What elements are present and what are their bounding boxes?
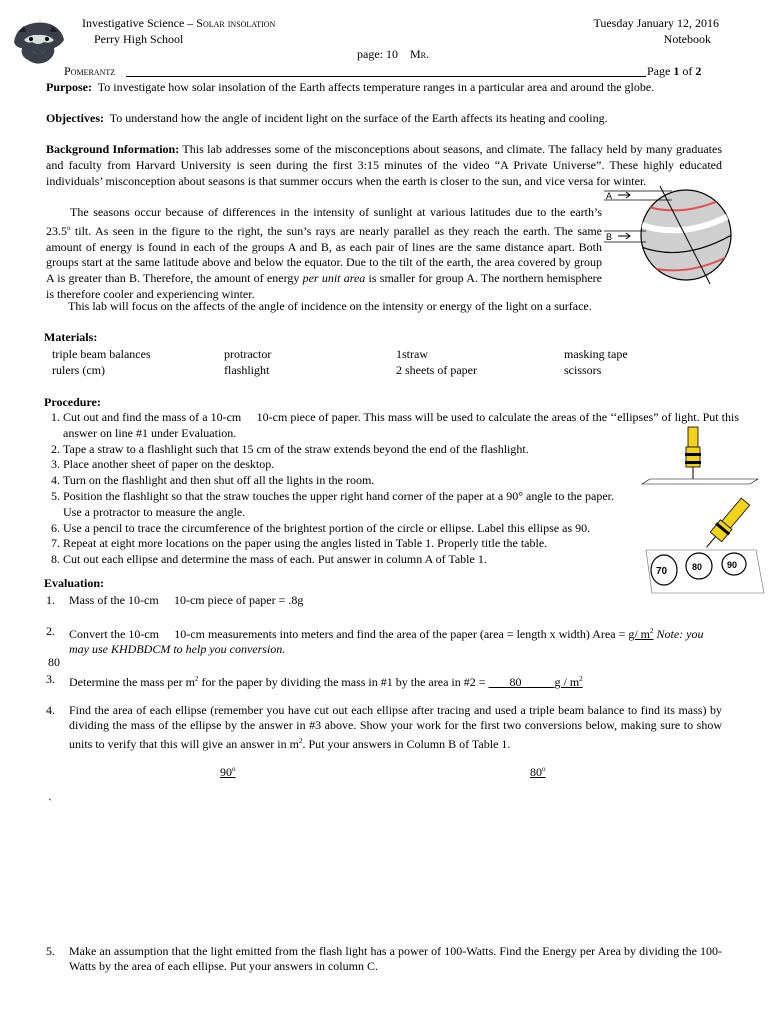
eval-q3 (46, 672, 722, 690)
ellipse-label-70: 70 (656, 566, 668, 577)
header-date: Tuesday January 12, 2016 (593, 16, 719, 30)
school-name: Perry High School (94, 32, 184, 46)
background-p2 (46, 205, 602, 303)
q4-sup: 2 (298, 736, 303, 745)
procedure-step-text: Cut out and find the mass of a 10-cm 10-cm piece of paper. This mass will be used to calculate the areas of the ‘‘ellipses” of light. Put this answer on line #1 under Evaluation. (63, 410, 739, 440)
objectives-text: To understand how the angle of incident light on the surface of the Earth affects its heating and cooling. (109, 111, 608, 125)
eval-q1 (46, 593, 722, 608)
flashlight-vertical-figure (640, 425, 760, 487)
angle-90-value: 90 (220, 765, 232, 779)
materials-label (44, 330, 97, 345)
background-p3-text: This lab will focus on the affects of the angle of incidence on the intensity or energy of the light on a surface. (68, 299, 592, 313)
eval-q5 (46, 944, 722, 975)
q3-unit-sup: 2 (579, 675, 583, 683)
q3-answer-line (489, 675, 583, 689)
background-p2-c: is smaller for group A. The northern hemisphere is therefore cooler and experiencing winter. (46, 271, 602, 301)
eval-q2 (46, 624, 722, 658)
material-item: flashlight (224, 363, 270, 377)
q3-number: 3. (46, 672, 55, 686)
procedure-step-text: Repeat at eight more locations on the paper using the angles listed in Table 1. Properly title the table. (63, 536, 548, 551)
header-page-label (357, 47, 429, 62)
procedure-step (63, 489, 633, 521)
header-rule (126, 76, 646, 77)
evaluation-label (44, 576, 104, 591)
q2-note: Note: you may use KHDBDCM to help you conversion. (69, 627, 715, 657)
eval-q4 (46, 703, 722, 752)
material-item: triple beam balances (52, 347, 151, 361)
earth-tilt-figure (600, 180, 730, 290)
q2-unit-sup: 2 (637, 627, 642, 635)
q5-number: 5. (46, 944, 55, 958)
procedure-step (63, 442, 739, 458)
q2-unit: g/ m (616, 627, 638, 641)
procedure-step-text: Cut out each ellipse and determine the mass of each. Put answer in column A of Table 1. (63, 552, 487, 567)
header-notebook: Notebook (663, 32, 711, 46)
q2-answer: 80 (48, 655, 60, 669)
q4-number: 4. (46, 703, 55, 717)
page-counter (647, 64, 701, 79)
purpose-section (46, 80, 726, 96)
q2-text: Convert the 10-cm 10-cm measurements into meters and find the area of the paper (area = length x width) Area = (69, 627, 617, 641)
objectives-section (46, 111, 726, 127)
background-label: Background Information: (46, 142, 180, 156)
q4-text-a: Find the area of each ellipse (remember you have cut out each ellipse after tracing and used a triple beam balance to find its mass) by dividing the mass of the ellipse by the answer in #3 above. Show your work for the first two conversions below, making sure to show units to verify that this will give an answer in m (69, 703, 722, 751)
q4-text-b: . Put your answers in Column B of Table 1. (302, 736, 511, 751)
procedure-label-text: Procedure: (44, 395, 101, 409)
procedure-step-text: Turn on the flashlight and then shut off all the lights in the room. (63, 473, 375, 488)
background-p2-a: The seasons occur because of differences in the intensity of sunlight at various latitudes due to the earth’s 23.5 (46, 205, 602, 238)
school-logo (10, 20, 66, 66)
flashlight-angled-figure (644, 498, 764, 598)
angle-80-degree: o (542, 765, 546, 773)
purpose-text: To investigate how solar insolation of the Earth affects temperature ranges in a particular area and around the globe. (97, 80, 655, 94)
material-item: scissors (564, 363, 602, 377)
figure-label-b: B (606, 232, 613, 242)
q1-text: Mass of the 10-cm 10-cm piece of paper = .8 (69, 593, 286, 607)
angle-80-value: 80 (530, 765, 542, 779)
q3-text-b: for the paper by dividing the mass in #1 by the area in #2 = (198, 675, 489, 689)
material-item: rulers (cm) (52, 363, 105, 377)
stray-mark: ` (48, 796, 52, 810)
page-number: 1 (673, 64, 680, 78)
teacher-prefix: Mr. (410, 47, 430, 61)
material-item: masking tape (564, 347, 628, 361)
procedure-label (44, 395, 101, 410)
page-of: of (679, 64, 696, 78)
procedure-list (46, 410, 739, 568)
procedure-step (63, 457, 739, 473)
page-label: page: 10 (357, 47, 398, 61)
degree-sup: o (67, 223, 71, 232)
objectives-label: Objectives: (46, 111, 104, 125)
background-p1-text: This lab addresses some of the misconceptions about seasons, and climate. The fallacy held by many graduates and faculty from Harvard University is seen during the first 3:15 minutes of the video “A Private Universe”. These highly educated individuals’ misconception about seasons is that summer occurs when the earth is closer to the sun, and vice versa for winter. (46, 142, 722, 188)
angle-90-heading (220, 765, 236, 780)
procedure-step (63, 552, 739, 568)
background-p2-emph: per unit area (302, 271, 366, 286)
ellipse-label-80: 80 (692, 562, 703, 572)
q3-unit: g / m (554, 675, 580, 689)
q3-answer: 80 (509, 675, 522, 689)
material-item: protractor (224, 347, 272, 361)
teacher-name: Pomerantz (64, 64, 116, 78)
background-p3 (68, 299, 728, 315)
procedure-step (63, 410, 739, 442)
procedure-step (63, 473, 739, 489)
course-name: Investigative Science – (82, 16, 197, 30)
angle-80-heading (530, 765, 546, 780)
angle-90-degree: o (232, 765, 236, 773)
procedure-step (63, 521, 739, 537)
ellipse-label-90: 90 (727, 560, 738, 570)
procedure-step (63, 536, 739, 552)
q5-text: Make an assumption that the light emitted from the flash light has a power of 100-Watts. Find the Energy per Area by dividing the 100-Watts by the area of each ellipse. Put your answers in column C. (69, 944, 722, 974)
document-title: Solar insolation (196, 16, 276, 30)
page-word: Page (647, 64, 674, 78)
procedure-step-text: Tape a straw to a flashlight such that 15 cm of the straw extends beyond the end of the flashlight. (63, 441, 529, 456)
q3-text-a: Determine the mass per m (69, 675, 195, 689)
materials-label-text: Materials: (44, 330, 98, 344)
q2-number: 2. (46, 624, 55, 638)
q3-sup: 2 (194, 675, 199, 683)
purpose-label: Purpose: (46, 80, 92, 94)
page-total: 2 (695, 64, 702, 78)
figure-label-a: A (606, 191, 613, 201)
procedure-step-text: Place another sheet of paper on the desktop. (63, 457, 275, 472)
background-p2-b: tilt. As seen in the figure to the right, the sun’s rays are nearly parallel as they reach the earth. The same amount of energy is found in each of the groups A and B, as each pair of lines are the same distance apart. Both groups start at the same latitude above and below the equator. Due to the tilt of the earth, the area covered by group A is greater than B. Therefore, the amount of energy (46, 223, 602, 286)
q1-unit: g (285, 593, 292, 607)
evaluation-label-text: Evaluation: (44, 576, 105, 590)
procedure-step-text: Use a pencil to trace the circumference of the brightest portion of the circle or ellipse. Label this ellipse as 90. (63, 520, 591, 535)
procedure-step-text: Position the flashlight so that the straw touches the upper right hand corner of the paper at a 90° angle to the paper. Use a protractor to measure the angle. (63, 488, 614, 519)
header-course (82, 16, 275, 31)
q2-unit-wrap (616, 627, 653, 641)
q1-number: 1. (46, 593, 55, 607)
material-item: 1straw (396, 347, 428, 361)
material-item: 2 sheets of paper (396, 363, 477, 377)
